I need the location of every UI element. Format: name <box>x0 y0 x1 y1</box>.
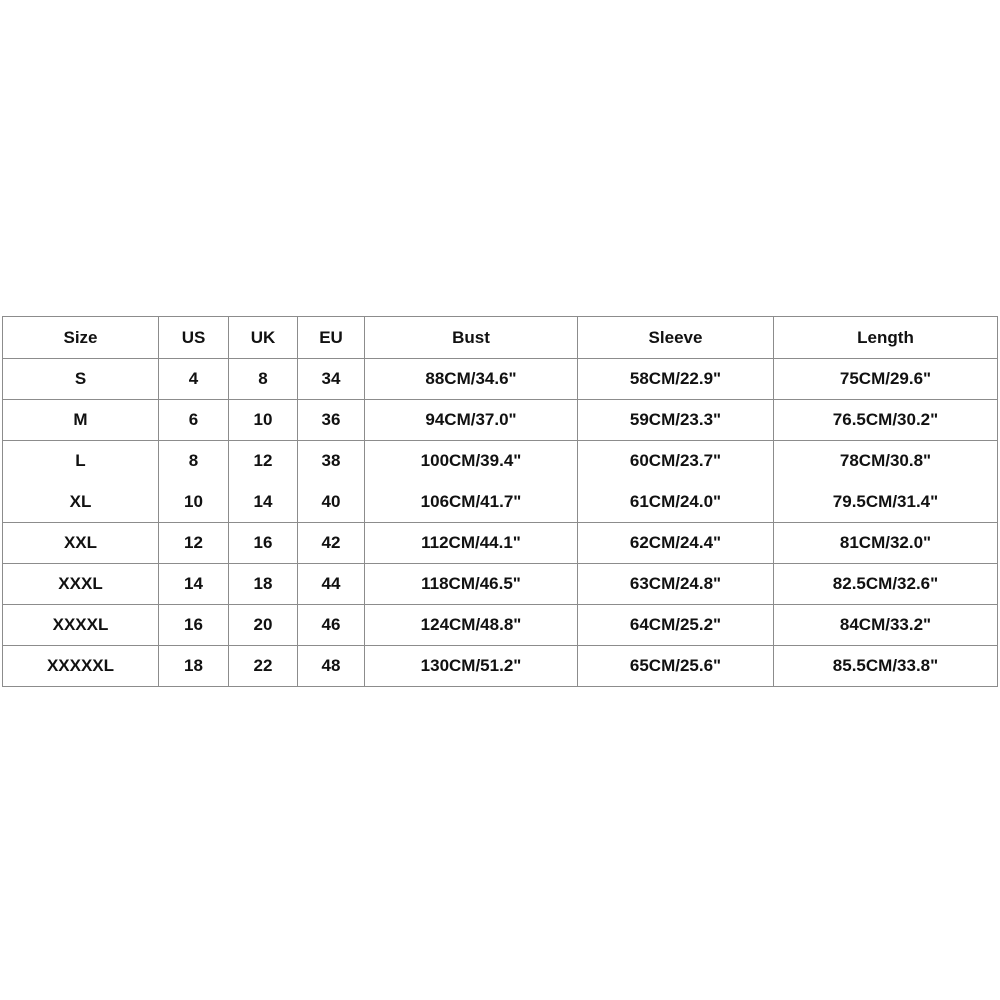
cell-eu: 38 <box>298 441 365 482</box>
cell-eu: 36 <box>298 400 365 441</box>
cell-sleeve: 64CM/25.2" <box>578 605 774 646</box>
cell-uk: 10 <box>229 400 298 441</box>
cell-bust: 130CM/51.2" <box>365 646 578 687</box>
cell-sleeve: 59CM/23.3" <box>578 400 774 441</box>
cell-bust: 106CM/41.7" <box>365 482 578 523</box>
cell-length: 78CM/30.8" <box>774 441 998 482</box>
table-row <box>3 482 998 523</box>
cell-uk: 14 <box>229 482 298 523</box>
table-row <box>3 400 998 441</box>
cell-size: XXXXXL <box>3 646 159 687</box>
header-length: Length <box>774 317 998 359</box>
header-row <box>3 317 998 359</box>
cell-size: M <box>3 400 159 441</box>
cell-sleeve: 62CM/24.4" <box>578 523 774 564</box>
cell-bust: 100CM/39.4" <box>365 441 578 482</box>
cell-size: XXXL <box>3 564 159 605</box>
cell-eu: 40 <box>298 482 365 523</box>
cell-uk: 12 <box>229 441 298 482</box>
cell-length: 81CM/32.0" <box>774 523 998 564</box>
cell-us: 18 <box>159 646 229 687</box>
cell-bust: 124CM/48.8" <box>365 605 578 646</box>
header-bust: Bust <box>365 317 578 359</box>
cell-length: 82.5CM/32.6" <box>774 564 998 605</box>
cell-eu: 34 <box>298 359 365 400</box>
cell-uk: 22 <box>229 646 298 687</box>
cell-size: XXXXL <box>3 605 159 646</box>
table-row <box>3 605 998 646</box>
cell-eu: 46 <box>298 605 365 646</box>
size-chart-body <box>3 359 998 687</box>
header-uk: UK <box>229 317 298 359</box>
cell-us: 10 <box>159 482 229 523</box>
table-row <box>3 523 998 564</box>
cell-uk: 8 <box>229 359 298 400</box>
cell-sleeve: 63CM/24.8" <box>578 564 774 605</box>
cell-uk: 16 <box>229 523 298 564</box>
cell-size: XL <box>3 482 159 523</box>
cell-us: 8 <box>159 441 229 482</box>
table-row <box>3 564 998 605</box>
cell-sleeve: 58CM/22.9" <box>578 359 774 400</box>
cell-bust: 94CM/37.0" <box>365 400 578 441</box>
cell-us: 16 <box>159 605 229 646</box>
size-chart-table <box>2 316 998 687</box>
table-row <box>3 646 998 687</box>
cell-sleeve: 61CM/24.0" <box>578 482 774 523</box>
cell-bust: 88CM/34.6" <box>365 359 578 400</box>
cell-size: XXL <box>3 523 159 564</box>
cell-uk: 20 <box>229 605 298 646</box>
size-chart-header <box>3 317 998 359</box>
header-us: US <box>159 317 229 359</box>
cell-length: 84CM/33.2" <box>774 605 998 646</box>
cell-eu: 44 <box>298 564 365 605</box>
cell-length: 85.5CM/33.8" <box>774 646 998 687</box>
cell-eu: 48 <box>298 646 365 687</box>
cell-eu: 42 <box>298 523 365 564</box>
cell-size: S <box>3 359 159 400</box>
cell-length: 76.5CM/30.2" <box>774 400 998 441</box>
header-size: Size <box>3 317 159 359</box>
cell-bust: 118CM/46.5" <box>365 564 578 605</box>
cell-us: 14 <box>159 564 229 605</box>
cell-us: 4 <box>159 359 229 400</box>
header-eu: EU <box>298 317 365 359</box>
cell-us: 6 <box>159 400 229 441</box>
cell-us: 12 <box>159 523 229 564</box>
cell-length: 79.5CM/31.4" <box>774 482 998 523</box>
cell-sleeve: 60CM/23.7" <box>578 441 774 482</box>
header-sleeve: Sleeve <box>578 317 774 359</box>
cell-uk: 18 <box>229 564 298 605</box>
cell-bust: 112CM/44.1" <box>365 523 578 564</box>
cell-sleeve: 65CM/25.6" <box>578 646 774 687</box>
table-row <box>3 441 998 482</box>
table-row <box>3 359 998 400</box>
cell-length: 75CM/29.6" <box>774 359 998 400</box>
cell-size: L <box>3 441 159 482</box>
